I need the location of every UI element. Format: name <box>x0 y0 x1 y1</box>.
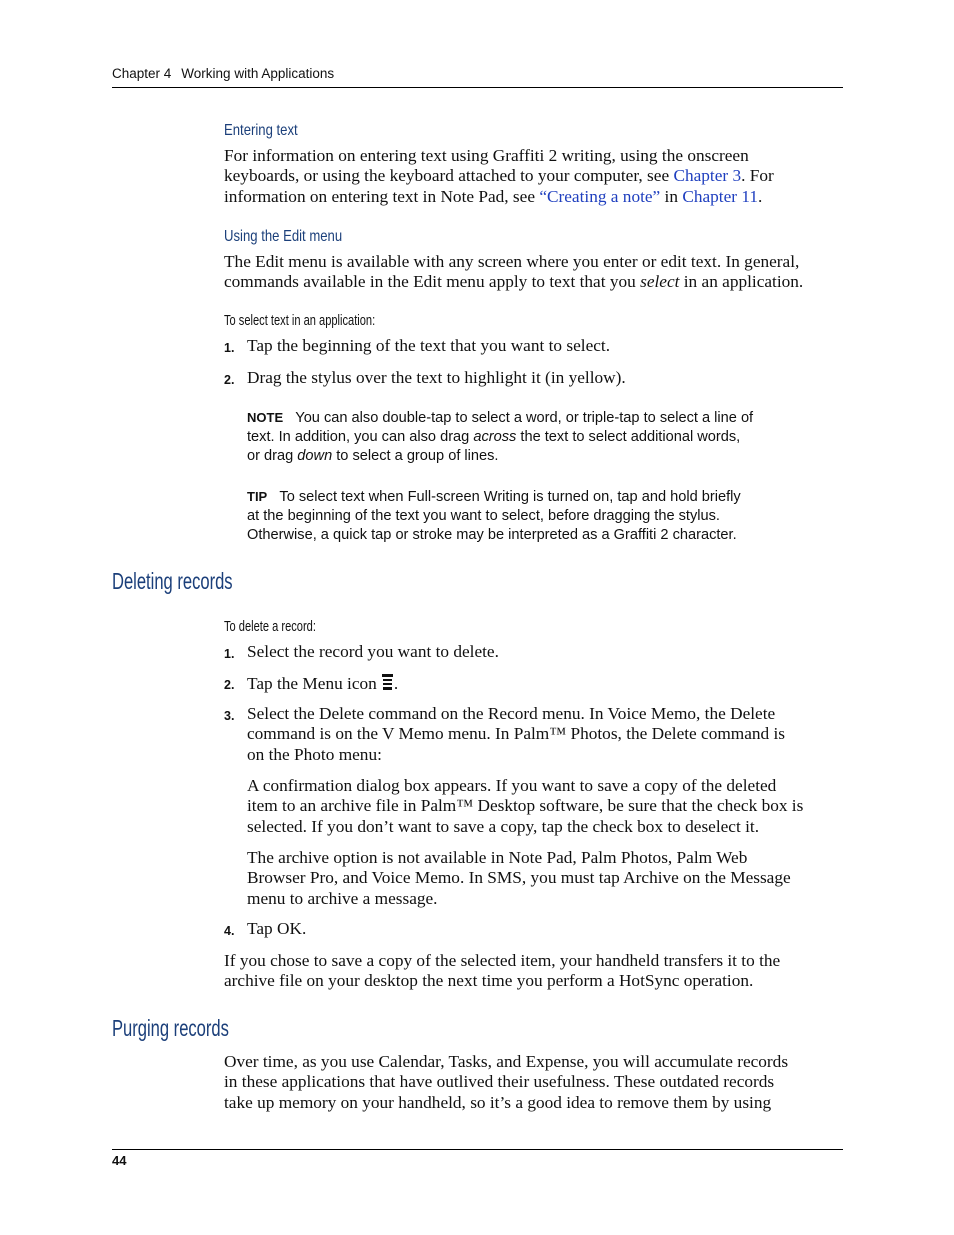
header-title: Working with Applications <box>181 66 335 81</box>
footer-rule <box>112 1149 843 1150</box>
heading-purging-records: Purging records <box>112 1015 229 1041</box>
entering-text-paragraph: For information on entering text using Graffiti 2 writing, using the onscreen keyboards, or using the keyboard attached to your computer, see Chapter 3. For information on entering text in Note Pad, see “Creating a note” in Chapter 11. <box>224 146 774 206</box>
procedure-select-text: To select text in an application: <box>224 312 376 329</box>
note-label: NOTE <box>247 410 284 425</box>
step-number: 4. <box>224 924 235 938</box>
archive-option-paragraph: The archive option is not available in Note Pad, Palm Photos, Palm Web Browser Pro, and Voice Memo. In SMS, you must tap Archive on the Message menu to archive a message. <box>247 848 791 908</box>
select-step-2: Drag the stylus over the text to highlight it (in yellow). <box>247 368 626 387</box>
edit-menu-paragraph: The Edit menu is available with any screen where you enter or edit text. In general, commands available in the Edit menu apply to text that you select in an application. <box>224 252 804 292</box>
confirmation-paragraph: A confirmation dialog box appears. If you want to save a copy of the deleted item to an archive file in Palm™ Desktop software, be sure that the check box is selected. If you don’t want to save a copy, tap the check box to deselect it. <box>247 776 804 836</box>
heading-deleting-records: Deleting records <box>112 568 233 594</box>
procedure-delete-record: To delete a record: <box>224 618 316 635</box>
link-creating-a-note[interactable]: “Creating a note” <box>539 186 661 206</box>
after-delete-paragraph: If you chose to save a copy of the selected item, your handheld transfers it to the archive file on your desktop the next time you perform a HotSync operation. <box>224 951 781 991</box>
heading-entering-text: Entering text <box>224 122 298 139</box>
menu-icon <box>381 673 394 696</box>
link-chapter-3[interactable]: Chapter 3 <box>673 166 742 186</box>
delete-step-3: Select the Delete command on the Record menu. In Voice Memo, the Delete command is on the V Memo menu. In Palm™ Photos, the Delete command is on the Photo menu: <box>247 704 786 764</box>
page-number: 44 <box>112 1153 127 1168</box>
running-header <box>112 66 334 81</box>
delete-step-2: Tap the Menu icon . <box>247 673 398 696</box>
step-number: 2. <box>224 678 235 692</box>
tip-block: TIP To select text when Full-screen Writing is turned on, tap and hold briefly at the beginning of the text you want to select, before dragging the stylus. Otherwise, a quick tap or stroke may be interpreted as a Graffiti 2 character. <box>247 489 741 544</box>
delete-step-1: Select the record you want to delete. <box>247 642 499 661</box>
tip-label: TIP <box>247 489 268 504</box>
step-number: 1. <box>224 647 235 661</box>
step-number: 3. <box>224 709 235 723</box>
select-step-1: Tap the beginning of the text that you want to select. <box>247 336 611 355</box>
delete-step-4: Tap OK. <box>247 919 307 938</box>
note-block: NOTE You can also double-tap to select a word, or triple-tap to select a line of text. In addition, you can also drag across the text to select additional words, or drag down to select a group of lines. <box>247 410 754 465</box>
header-rule <box>112 87 843 88</box>
step-number: 2. <box>224 373 235 387</box>
header-chapter: Chapter 4 <box>112 66 172 81</box>
link-chapter-11[interactable]: Chapter 11 <box>682 186 758 206</box>
step-number: 1. <box>224 341 235 355</box>
heading-edit-menu: Using the Edit menu <box>224 228 343 245</box>
purging-paragraph: Over time, as you use Calendar, Tasks, and Expense, you will accumulate records in these applications that have outlived their usefulness. These outdated records take up memory on your handheld, so it’s a good idea to remove them by using <box>224 1052 789 1112</box>
